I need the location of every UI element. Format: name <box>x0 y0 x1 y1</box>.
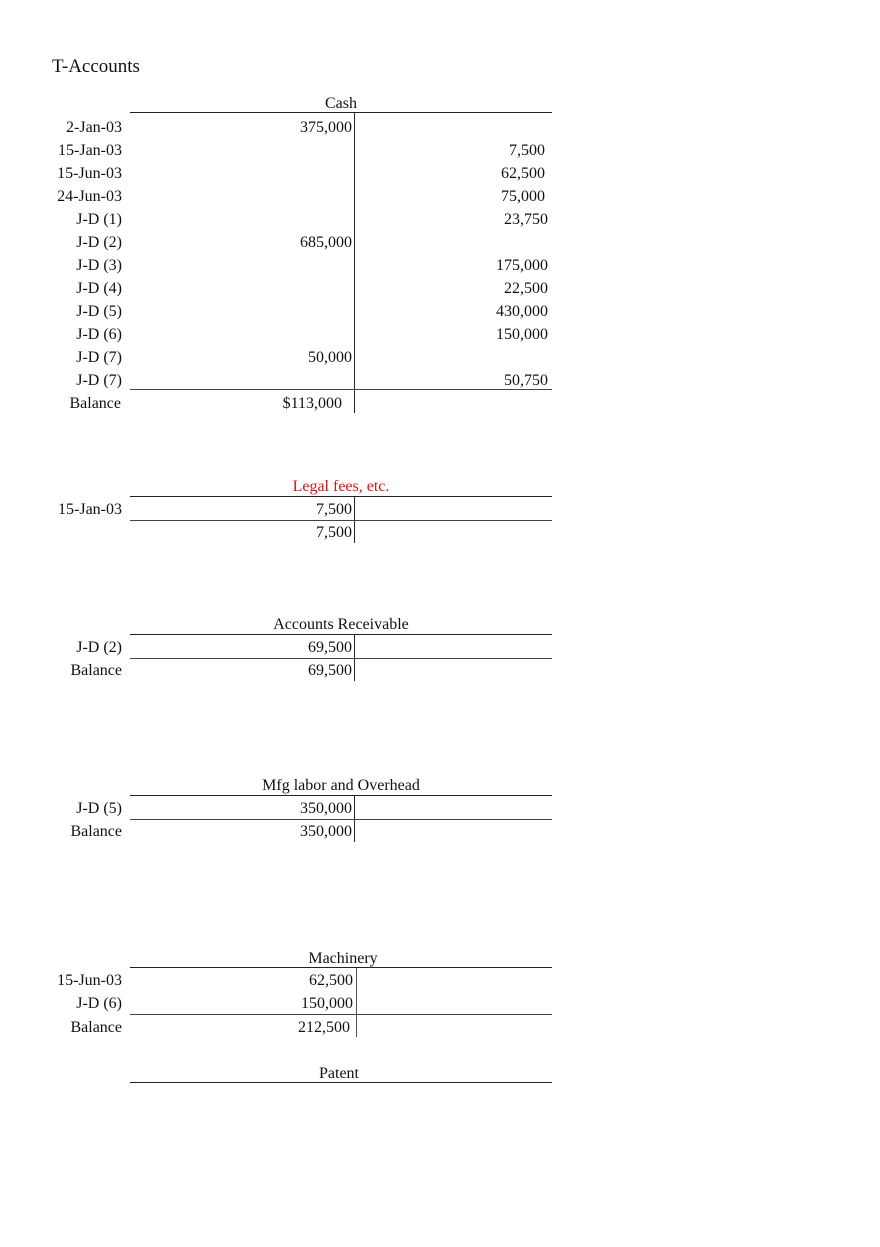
entry-date: Balance <box>70 823 122 840</box>
balance-row <box>0 659 880 682</box>
ledger-row <box>0 369 880 392</box>
account-title: Patent <box>319 1065 359 1082</box>
ledger-row <box>0 969 880 992</box>
ledger-row <box>0 498 880 521</box>
balance-row <box>0 1016 880 1039</box>
ledger-row <box>0 162 880 185</box>
ledger-row <box>0 323 880 346</box>
account-title: Machinery <box>308 950 378 967</box>
debit-amount: 69,500 <box>308 662 352 679</box>
balance-row <box>0 521 880 544</box>
entry-date: 2-Jan-03 <box>66 119 122 136</box>
entry-date: J-D (4) <box>76 280 122 297</box>
debit-amount: $113,000 <box>282 395 342 412</box>
entry-date: J-D (7) <box>76 372 122 389</box>
entry-date: J-D (5) <box>76 303 122 320</box>
entry-date: 15-Jan-03 <box>58 501 122 518</box>
entry-date: J-D (6) <box>76 995 122 1012</box>
credit-amount: 23,750 <box>504 211 548 228</box>
account-top-rule <box>130 1082 552 1083</box>
credit-amount: 75,000 <box>501 188 545 205</box>
account-top-rule <box>130 496 552 497</box>
credit-amount: 62,500 <box>501 165 545 182</box>
credit-amount: 22,500 <box>504 280 548 297</box>
ledger-row <box>0 277 880 300</box>
ledger-row <box>0 300 880 323</box>
ledger-row <box>0 139 880 162</box>
entry-date: 24-Jun-03 <box>57 188 122 205</box>
debit-amount: 69,500 <box>308 639 352 656</box>
entry-date: 15-Jun-03 <box>57 972 122 989</box>
debit-amount: 50,000 <box>308 349 352 366</box>
entry-date: J-D (1) <box>76 211 122 228</box>
account-title: Legal fees, etc. <box>292 478 390 495</box>
ledger-row <box>0 254 880 277</box>
balance-row <box>0 820 880 843</box>
credit-amount: 7,500 <box>509 142 545 159</box>
entry-date: 15-Jan-03 <box>58 142 122 159</box>
debit-amount: 685,000 <box>300 234 352 251</box>
entry-date: Balance <box>70 1019 122 1036</box>
entry-date: J-D (2) <box>76 234 122 251</box>
entry-date: J-D (3) <box>76 257 122 274</box>
debit-amount: 150,000 <box>301 995 353 1012</box>
debit-amount: 62,500 <box>309 972 353 989</box>
account-title: Accounts Receivable <box>273 616 409 633</box>
account-top-rule <box>130 795 552 796</box>
entry-date: Balance <box>69 395 121 412</box>
debit-amount: 375,000 <box>300 119 352 136</box>
ledger-row <box>0 231 880 254</box>
debit-amount: 212,500 <box>298 1019 350 1036</box>
ledger-row <box>0 636 880 659</box>
account-title: Mfg labor and Overhead <box>262 777 420 794</box>
account-top-rule <box>130 967 552 968</box>
account-top-rule <box>130 112 552 113</box>
entry-date: J-D (5) <box>76 800 122 817</box>
credit-amount: 150,000 <box>496 326 548 343</box>
debit-amount: 350,000 <box>300 800 352 817</box>
ledger-row <box>0 992 880 1015</box>
ledger-row <box>0 208 880 231</box>
ledger-row <box>0 797 880 820</box>
debit-amount: 7,500 <box>316 524 352 541</box>
entry-date: Balance <box>70 662 122 679</box>
account-top-rule <box>130 634 552 635</box>
credit-amount: 175,000 <box>496 257 548 274</box>
account-title: Cash <box>325 95 357 112</box>
ledger-row <box>0 346 880 369</box>
page-title: T-Accounts <box>52 56 140 77</box>
entry-date: J-D (6) <box>76 326 122 343</box>
entry-date: J-D (7) <box>76 349 122 366</box>
credit-amount: 50,750 <box>504 372 548 389</box>
ledger-row <box>0 116 880 139</box>
credit-amount: 430,000 <box>496 303 548 320</box>
ledger-row <box>0 185 880 208</box>
entry-date: J-D (2) <box>76 639 122 656</box>
debit-amount: 350,000 <box>300 823 352 840</box>
debit-amount: 7,500 <box>316 501 352 518</box>
entry-date: 15-Jun-03 <box>57 165 122 182</box>
balance-row <box>0 392 880 415</box>
